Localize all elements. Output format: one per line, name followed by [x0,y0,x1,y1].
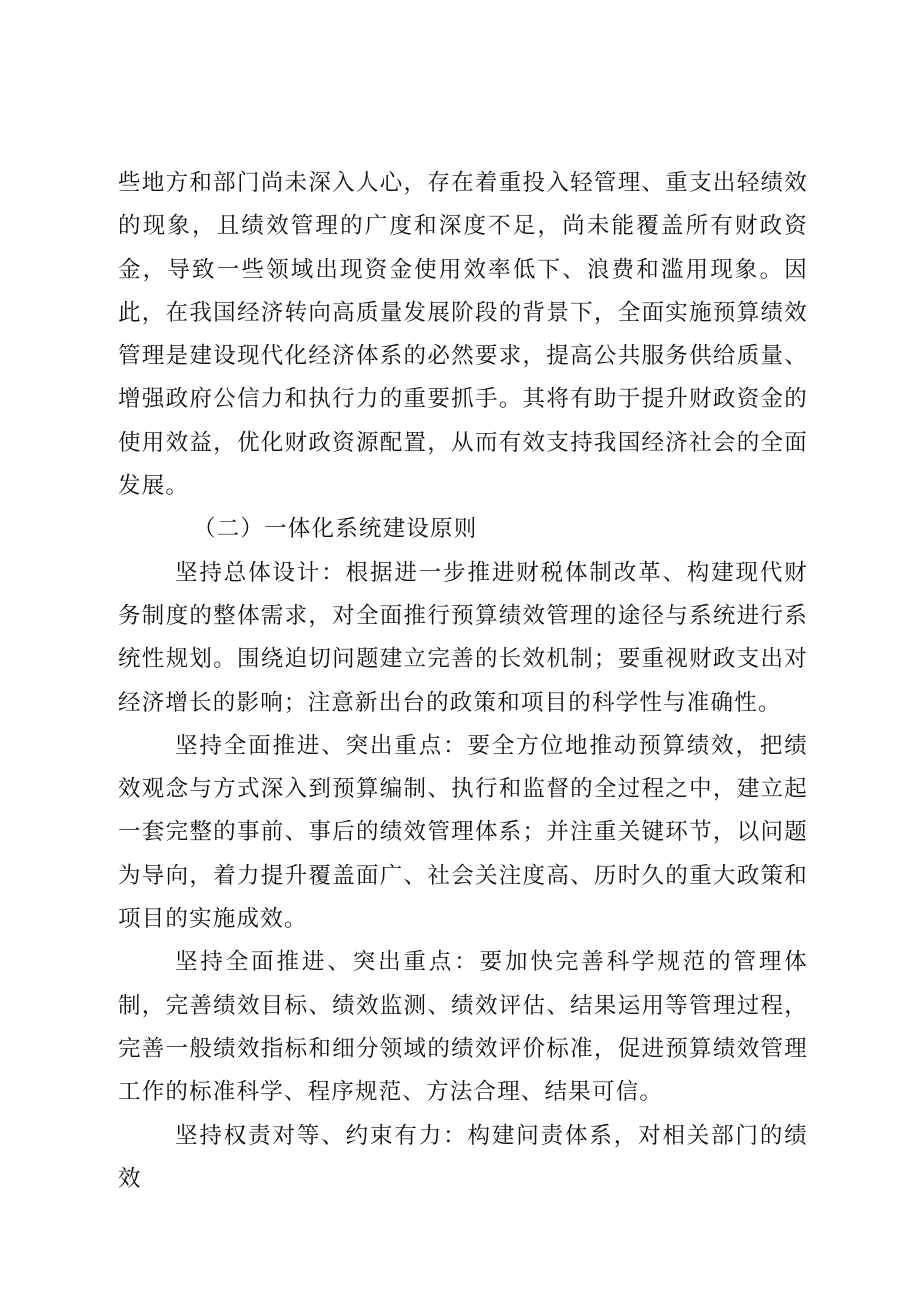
paragraph-scientific-standards: 坚持全面推进、突出重点：要加快完善科学规范的管理体制，完善绩效目标、绩效监测、绩效评估、结果运用等管理过程，完善一般绩效指标和细分领域的绩效评价标准，促进预算绩效管理工作的标准科学、程序规范、方法合理、结果可信。 [118,949,808,1106]
paragraph-rights-responsibilities: 坚持权责对等、约束有力：构建问责体系，对相关部门的绩效 [118,1122,808,1192]
document-body [118,162,808,1201]
section-heading: （二）一体化系统建设原则 [193,516,478,543]
paragraph-comprehensive-promotion: 坚持全面推进、突出重点：要全方位地推动预算绩效，把绩效观念与方式深入到预算编制、执行和监督的全过程之中，建立起一套完整的事前、事后的绩效管理体系；并注重关键环节，以问题为导向，着力提升覆盖面广、社会关注度高、历时久的重大政策和项目的实施成效。 [118,732,808,933]
paragraph-overall-design: 坚持总体设计：根据进一步推进财税体制改革、构建现代财务制度的整体需求，对全面推行预算绩效管理的途径与系统进行系统性规划。围绕迫切问题建立完善的长效机制；要重视财政支出对经济增长的影响；注意新出台的政策和项目的科学性与准确性。 [118,559,808,716]
paragraph-continued: 些地方和部门尚未深入人心，存在着重投入轻管理、重支出轻绩效的现象，且绩效管理的广度和深度不足，尚未能覆盖所有财政资金，导致一些领域出现资金使用效率低下、浪费和滥用现象。因此，在我国经济转向高质量发展阶段的背景下，全面实施预算绩效管理是建设现代化经济体系的必然要求，提高公共服务供给质量、增强政府公信力和执行力的重要抓手。其将有助于提升财政资金的使用效益，优化财政资源配置，从而有效支持我国经济社会的全面发展。 [118,170,808,500]
